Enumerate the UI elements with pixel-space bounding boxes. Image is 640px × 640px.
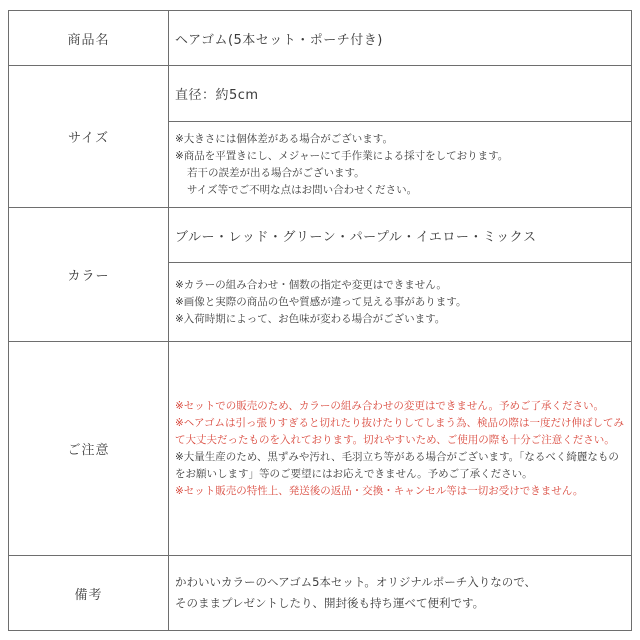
size-note-1: ※大きさには個体差がある場合がございます。 [175,132,393,145]
label-caution: ご注意 [9,342,169,556]
product-spec-table [8,10,632,631]
color-note-3: ※入荷時期によって、お色味が変わる場合がございます。 [175,312,446,325]
label-color: カラー [9,208,169,342]
row-size-main [9,66,632,122]
row-color-main [9,208,632,263]
size-note-4: サイズ等でご不明な点はお問い合わせください。 [187,183,418,196]
row-remarks [9,556,632,631]
notes-caution [169,342,632,556]
label-product-name: 商品名 [9,11,169,66]
color-note-2: ※画像と実際の商品の色や質感が違って見える事があります。 [175,295,467,308]
value-remarks [169,556,632,631]
row-product-name [9,11,632,66]
remarks-line-1: かわいいカラーのヘアゴム5本セット。オリジナルポーチ入りなので、 [175,575,537,589]
notes-color [169,263,632,342]
color-note-1: ※カラーの組み合わせ・個数の指定や変更はできません。 [175,278,447,291]
size-note-3: 若干の誤差が出る場合がございます。 [187,166,365,179]
size-note-2: ※商品を平置きにし、メジャーにて手作業による採寸をしております。 [175,149,509,162]
caution-note-4: ※セット販売の特性上、発送後の返品・交換・キャンセル等は一切お受けできません。 [175,484,584,497]
caution-note-2: ※ヘアゴムは引っ張りすぎると切れたり抜けたりしてしまう為、検品の際は一度だけ伸ばしてみて大丈夫だったものを入れております。切れやすいため、ご使用の際も十分ご注意ください。 [175,416,624,446]
caution-note-3: ※大量生産のため、黒ずみや汚れ、毛羽立ち等がある場合がございます。「なるべく綺麗なものをお願いします」等のご要望にはお応えできません。予めご了承ください。 [175,450,619,480]
value-product-name: ヘアゴム(5本セット・ポーチ付き) [169,11,632,66]
value-size: 直径：約5cm [169,66,632,122]
label-remarks: 備考 [9,556,169,631]
product-spec-sheet [8,10,632,630]
value-color: ブルー・レッド・グリーン・パープル・イエロー・ミックス [169,208,632,263]
notes-size [169,122,632,208]
remarks-line-2: そのままプレゼントしたり、開封後も持ち運べて便利です。 [175,596,485,610]
label-size: サイズ [9,66,169,208]
caution-note-1: ※セットでの販売のため、カラーの組み合わせの変更はできません。予めご了承ください。 [175,399,605,412]
row-caution [9,342,632,556]
